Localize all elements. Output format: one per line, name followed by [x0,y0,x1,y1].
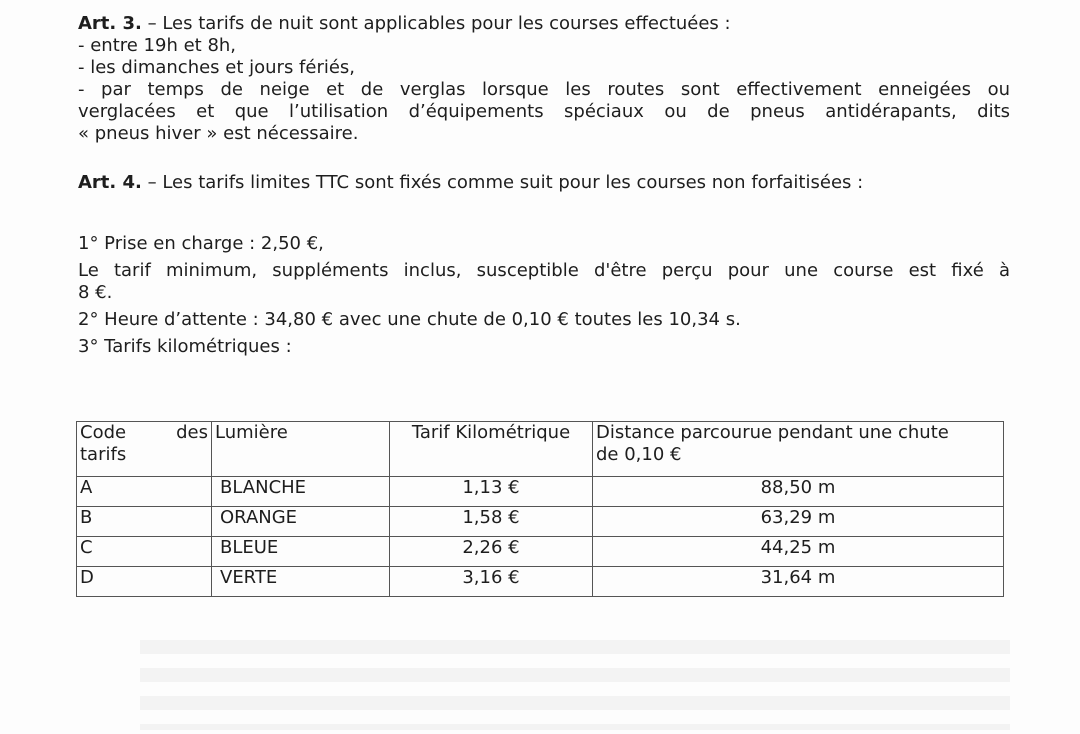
header-lumiere: Lumière [212,422,390,477]
cell-code: A [77,477,212,507]
tarifs-table [76,421,1004,597]
table-row [77,567,1004,597]
cell-tarif: 1,58 € [390,507,593,537]
header-distance-line-1: Distance parcourue pendant une chute [596,422,949,443]
header-code-line-2: tarifs [80,444,127,465]
art4-heading [78,172,863,194]
header-distance-line-2: de 0,10 € [596,444,682,465]
art4-kilometriques: 3° Tarifs kilométriques : [78,336,292,357]
art3-heading [78,13,731,35]
cell-code: D [77,567,212,597]
cell-distance: 63,29 m [593,507,1004,537]
art3-item-2: - les dimanches et jours fériés, [78,57,356,78]
header-code-word-2: des [176,422,208,443]
art4-minimum-line-1: Le tarif minimum, suppléments inclus, susceptible d'être perçu pour une course est fixé à [78,260,1010,281]
header-code-word-1: Code [80,422,127,443]
cell-tarif: 1,13 € [390,477,593,507]
table-header-row [77,422,1004,477]
art4-intro: – Les tarifs limites TTC sont fixés comme suit pour les courses non forfaitisées : [141,172,864,193]
cell-code: B [77,507,212,537]
cell-distance: 31,64 m [593,567,1004,597]
cell-code: C [77,537,212,567]
cell-distance: 44,25 m [593,537,1004,567]
cell-tarif: 2,26 € [390,537,593,567]
table-row [77,507,1004,537]
table-row [77,537,1004,567]
art4-minimum-line-2: 8 €. [78,282,113,303]
art3-item-3-line-3: « pneus hiver » est nécessaire. [78,123,359,144]
table-row [77,477,1004,507]
cell-lumiere: BLANCHE [212,477,390,507]
cell-distance: 88,50 m [593,477,1004,507]
header-code [77,422,212,477]
art4-label: Art. 4. [78,172,142,193]
art3-intro: – Les tarifs de nuit sont applicables pour les courses effectuées : [141,13,731,34]
header-tarif: Tarif Kilométrique [390,422,593,477]
cell-tarif: 3,16 € [390,567,593,597]
header-distance [593,422,1004,477]
art3-label: Art. 3. [78,13,142,34]
art3-item-3-line-2: verglacées et que l’utilisation d’équipements spéciaux ou de pneus antidérapants, dits [78,101,1010,122]
art3-item-1: - entre 19h et 8h, [78,35,237,56]
art3-item-3-line-1: - par temps de neige et de verglas lorsque les routes sont effectivement enneigées ou [78,79,1010,100]
cell-lumiere: VERTE [212,567,390,597]
art4-attente: 2° Heure d’attente : 34,80 € avec une chute de 0,10 € toutes les 10,34 s. [78,309,741,330]
cell-lumiere: ORANGE [212,507,390,537]
bleed-through-shadow [140,640,1010,730]
cell-lumiere: BLEUE [212,537,390,567]
art4-prise-en-charge: 1° Prise en charge : 2,50 €, [78,233,324,254]
